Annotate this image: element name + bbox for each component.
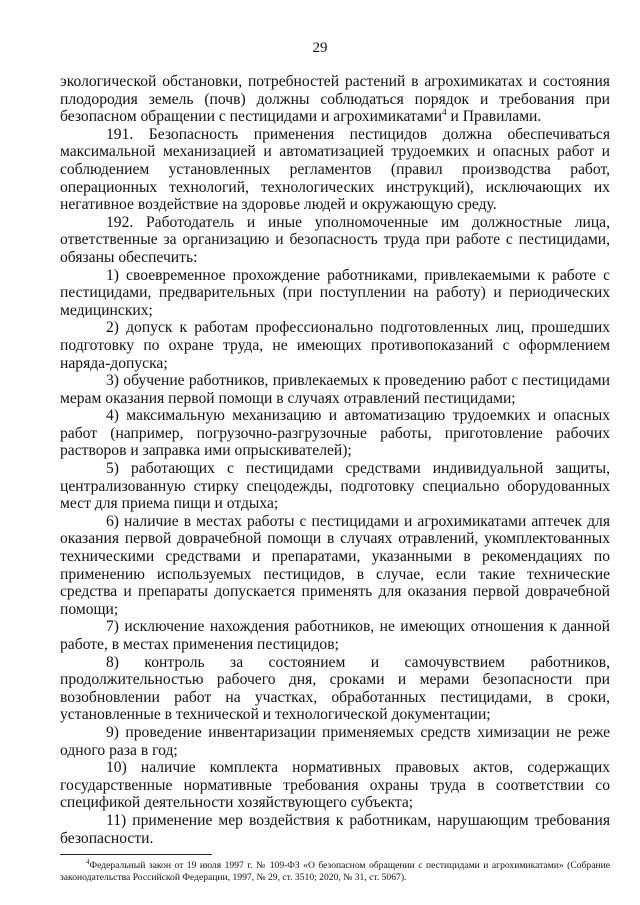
list-item-8: 8) контроль за состоянием и самочувствием работников, продолжительностью рабочего дня, сроками и мерами безопасности при возобновлении работ на участках, обработанных пестицидами, в сроки, установленные в технической и технологической документации; xyxy=(60,653,610,724)
body-text xyxy=(60,73,610,847)
list-item-1: 1) своевременное прохождение работниками, привлекаемыми к работе с пестицидами, предварительных (при поступлении на работу) и периодических медицинских; xyxy=(60,266,610,319)
paragraph-192: 192. Работодатель и иные уполномоченные им должностные лица, ответственные за организацию и безопасность труда при работе с пестицидами, обязаны обеспечить: xyxy=(60,213,610,266)
list-item-2: 2) допуск к работам профессионально подготовленных лиц, прошедших подготовку по охране труда, не имеющих противопоказаний с оформлением наряда-допуска; xyxy=(60,319,610,372)
list-item-11: 11) применение мер воздействия к работникам, нарушающим требования безопасности. xyxy=(60,811,610,847)
list-item-7: 7) исключение нахождения работников, не имеющих отношения к данной работе, в местах применения пестицидов; xyxy=(60,618,610,653)
list-item-6: 6) наличие в местах работы с пестицидами и агрохимикатами аптечек для оказания первой доврачебной помощи в случаях отравлений, укомплектованных техническими средствами и препаратами, указанными в рекомендациях по применению используемых пестицидов, в случае, если такие технические средства и препараты допускается применять для оказания первой доврачебной помощи; xyxy=(60,512,610,618)
paragraph-intro-tail: и Правилами. xyxy=(446,108,542,126)
paragraph-intro-text: экологической обстановки, потребностей растений в агрохимикатах и состояния плодородия земель (почв) должны соблюдаться порядок и требования при безопасном обращении с пестицидами и агрохимикатами xyxy=(60,73,610,126)
footnote xyxy=(60,857,610,884)
list-item-4: 4) максимальную механизацию и автоматизацию трудоемких и опасных работ (например, погрузочно-разгрузочные работы, приготовление рабочих растворов и заправка ими опрыскивателей); xyxy=(60,407,610,460)
footnote-marker: 4 xyxy=(86,857,90,866)
list-item-9: 9) проведение инвентаризации применяемых средств химизации не реже одного раза в год; xyxy=(60,723,610,759)
list-item-3: 3) обучение работников, привлекаемых к проведению работ с пестицидами мерам оказания первой помощи в случаях отравлений пестицидами; xyxy=(60,372,610,407)
list-item-10: 10) наличие комплекта нормативных правовых актов, содержащих государственные нормативные требования охраны труда в соответствии со спецификой деятельности хозяйствующего субъекта; xyxy=(60,759,610,812)
footnote-reference[interactable]: 4 xyxy=(442,107,447,117)
footnote-text: Федеральный закон от 19 июля 1997 г. № 109-ФЗ «О безопасном обращении с пестицидами и агрохимикатами» (Собрание законодательства Российской Федерации, 1997, № 29, ст. 3510; 2020, № 31, ст. 5067). xyxy=(60,860,610,883)
list-item-5: 5) работающих с пестицидами средствами индивидуальной защиты, централизованную стирку спецодежды, подготовку специально оборудованных мест для приема пищи и отдыха; xyxy=(60,460,610,513)
footnote-divider xyxy=(60,854,212,855)
paragraph-191: 191. Безопасность применения пестицидов должна обеспечиваться максимальной механизацией и автоматизацией трудоемких и опасных работ и соблюдением установленных регламентов (правил производства работ, операционных технологий, технологических инструкций), исключающих их негативное воздействие на здоровье людей и окружающую среду. xyxy=(60,125,610,214)
paragraph-intro xyxy=(60,73,610,126)
page-number: 29 xyxy=(312,40,328,56)
